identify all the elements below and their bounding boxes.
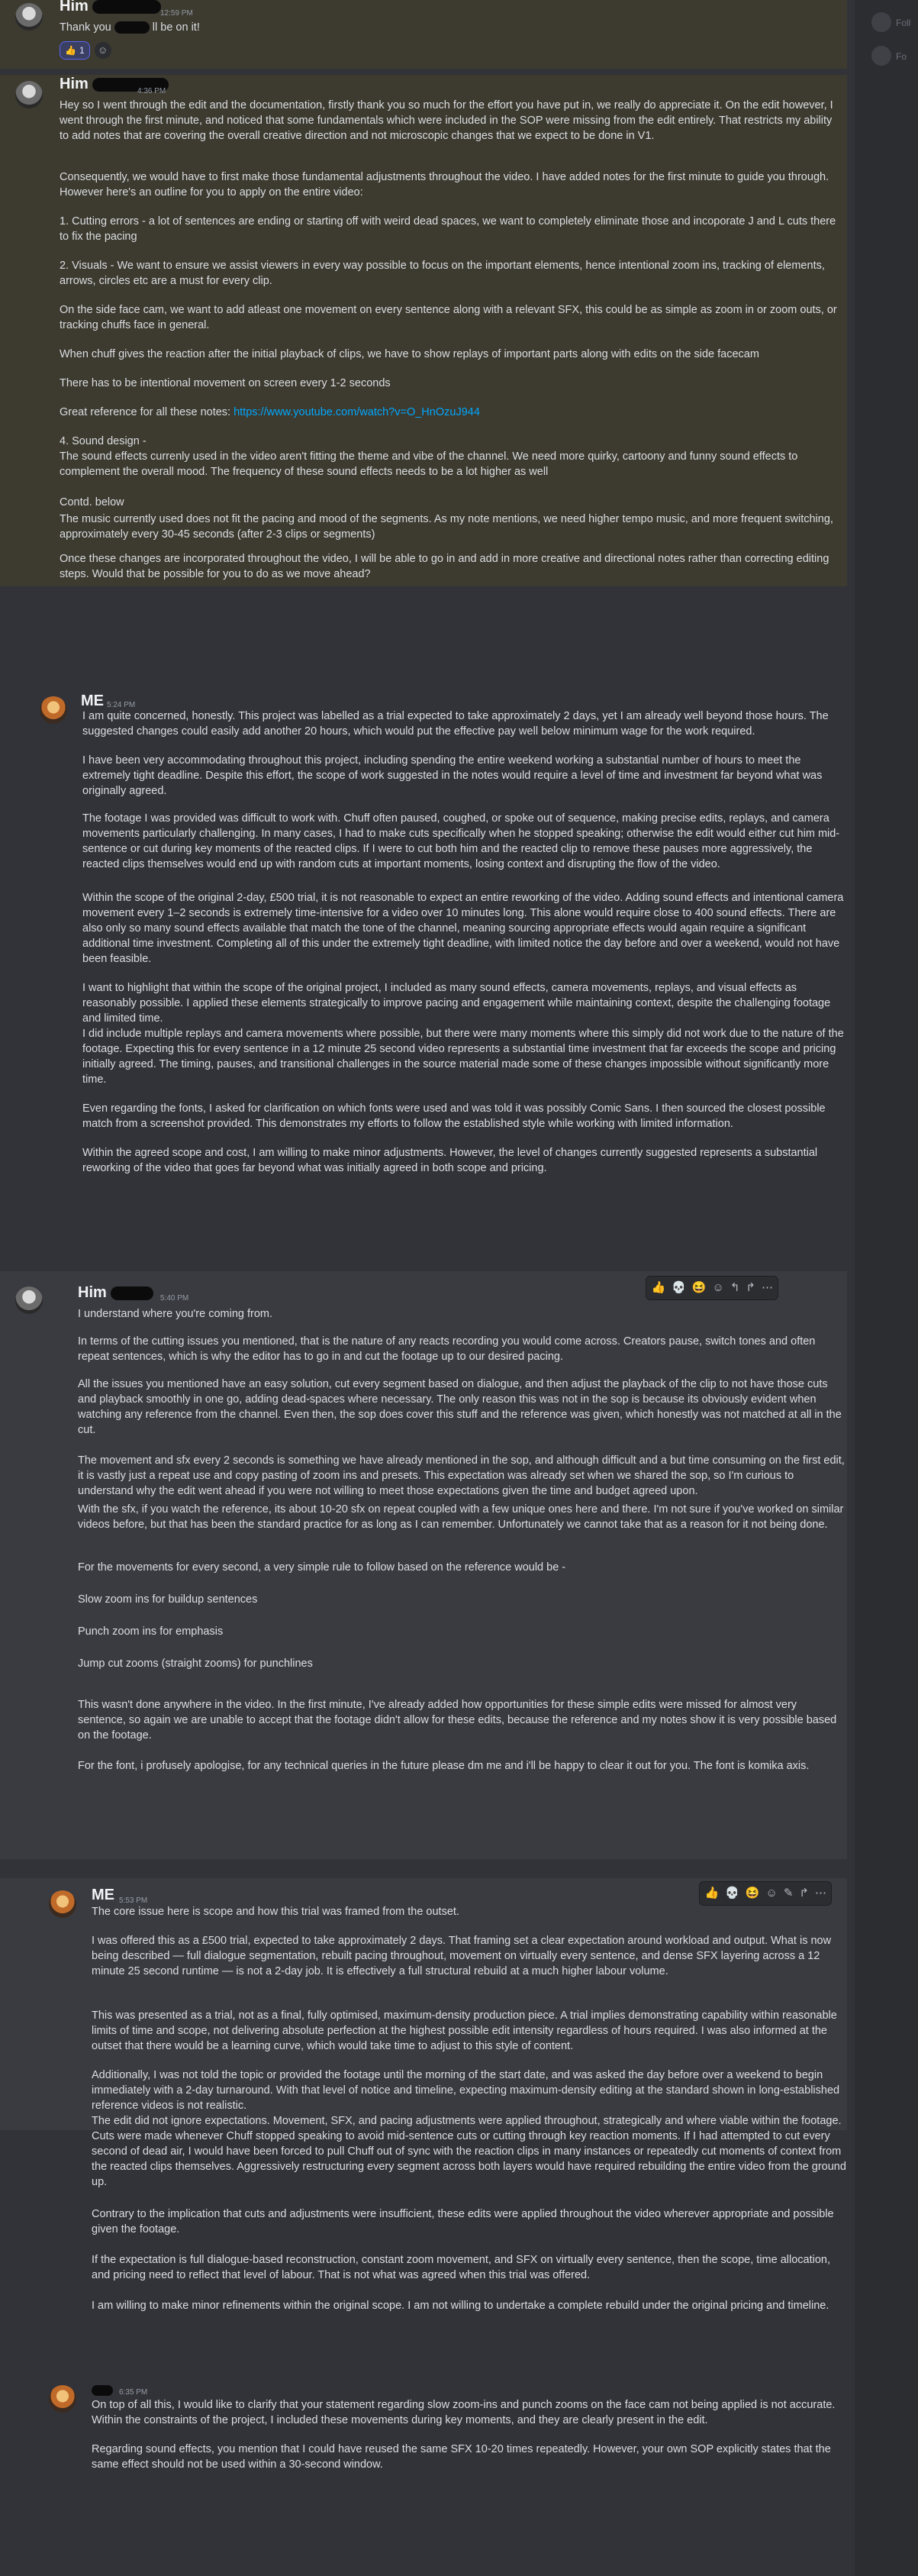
add-reaction-icon[interactable]: ☺ — [765, 1887, 778, 1900]
avatar[interactable] — [49, 2385, 76, 2413]
redacted-name — [111, 1286, 153, 1300]
avatar[interactable] — [15, 3, 43, 31]
message — [0, 75, 847, 586]
laugh-icon[interactable]: 😆 — [691, 1281, 707, 1294]
message-paragraph: Once these changes are incorporated throughout the video, I will be able to go in and add in more creative and directional notes rather than correcting editing steps. Would that be possible for you to do as we move ahead? — [60, 553, 829, 580]
author-name[interactable] — [92, 2382, 113, 2397]
message-text: Thank you — [60, 21, 111, 34]
more-icon[interactable]: ⋯ — [815, 1887, 826, 1900]
message-paragraph: Additionally, I was not told the topic or provided the footage until the morning of the start date, and was asked the day before over a weekend to begin immediately with a 2-day turnaround. With that level of notice and timeline, expecting maximum-density editing at the standard shown in long-established reference videos is not realistic. — [92, 2069, 840, 2112]
message-paragraph — [60, 405, 838, 420]
message-paragraph: This wasn't done anywhere in the video. In the first minute, I've already added how opportunities for these simple edits were missed for almost very sentence, so again we are unable to accept that the footage didn't allow for these edits, because the reference and my notes show it is very possible based on the footage. — [78, 1699, 837, 1742]
message-paragraph: I have been very accommodating throughout this project, including spending the entire weekend working a substantial number of hours to meet the extremely tight deadline. Despite this effort, the scope of work suggested in the notes would require a level of time and investment far beyond what was originally agreed. — [82, 754, 823, 797]
author-name[interactable] — [60, 0, 161, 14]
member-name[interactable]: Foll — [896, 18, 911, 28]
message-action-toolbar — [646, 1276, 778, 1300]
reaction-thumbs-up[interactable] — [60, 41, 90, 60]
forward-icon[interactable]: ↱ — [799, 1887, 809, 1900]
redacted-name — [92, 0, 161, 14]
message-paragraph: If the expectation is full dialogue-based reconstruction, constant zoom movement, and SFX on virtually every sentence, then the scope, time allocation, and pricing need to reflect that level of labour. That is not what was agreed when this trial was offered. — [92, 2254, 831, 2281]
thumbs-up-icon[interactable]: 👍 — [704, 1887, 720, 1900]
message — [0, 1271, 847, 1859]
message-paragraph: 1. Cutting errors - a lot of sentences are ending or starting off with weird dead spaces, we want to completely eliminate those and incoporate J and L cuts there to fix the pacing — [60, 215, 836, 243]
message-paragraph: 2. Visuals - We want to ensure we assist viewers in every way possible to focus on the important elements, hence intentional zoom ins, tracking of elements, arrows, circles etc are a must for every clip. — [60, 260, 825, 287]
timestamp: 5:53 PM — [119, 1896, 148, 1905]
message-paragraph: On top of all this, I would like to clarify that your statement regarding slow zoom-ins and punch zooms on the face cam not being applied is not accurate. Within the constraints of the project, I included these movements during key moments, and they are clearly present in the edit. — [92, 2399, 836, 2426]
message-paragraph: I am quite concerned, honestly. This project was labelled as a trial expected to take approximately 2 days, yet I am already well beyond those hours. The suggested changes could easily add another 20 hours, which would put the effective pay well below minimum wage for the work required. — [82, 710, 829, 738]
message-paragraph: All the issues you mentioned have an easy solution, cut every segment based on dialogue, and then adjust the playback of the clip to not have those cuts and playback smoothly in one go, adding dead-spaces where necessary. The only reason this was not in the sop is because its obviously evident when watching any reference from the channel. Even then, the sop does cover this stuff and the reference was given, which honestly was not matched at all in the cut. — [78, 1378, 842, 1436]
member-name[interactable]: Fo — [896, 51, 907, 62]
message-paragraph: The edit did not ignore expectations. Movement, SFX, and pacing adjustments were applied throughout, strategically and where viable within the footage. Cuts were made whenever Chuff stopped speaking to avoid mid-sentence cuts or cutting through key reaction moments. If I had attempted to cut every second of dead air, I would have been forced to pull Chuff out of sync with the reaction clips in many instances or repeatedly cut moments of context from the reacted clips themselves. Aggressively restructuring every segment across both layers would have required rebuilding the entire video from the ground up. — [92, 2115, 846, 2188]
author-name[interactable] — [78, 1285, 153, 1300]
reaction-emoji: 👍 — [65, 45, 76, 56]
message-paragraph: For the font, i profusely apologise, for any technical queries in the future please dm me and i'll be happy to clear it out for you. The font is komika axis. — [78, 1760, 810, 1772]
message-paragraph: Hey so I went through the edit and the documentation, firstly thank you so much for the effort you have put in, we really do appreciate it. On the edit however, I went through the first minute, and noticed that some fundamentals which were included in the SOP were missing from the edit entirely. That restricts my ability to add notes that are covering the overall creative direction and not microscopic changes that we expect to be done in V1. — [60, 99, 833, 142]
author-label: Him — [78, 1284, 107, 1301]
avatar[interactable] — [15, 81, 43, 108]
message-paragraph: The movement and sfx every 2 seconds is something we have already mentioned in the sop, and although difficult and a but time consuming on the first edit, it is vastly just a repeat use and copy pasting of zoom ins and presets. This expectation was already set when we shared the sop, so I'm curious to understand why the edit went ahead if you were not willing to meet those expectations given the time and budget agreed upon. — [78, 1454, 845, 1497]
author-label: Him — [60, 0, 89, 15]
message-paragraph: There has to be intentional movement on screen every 1-2 seconds — [60, 377, 391, 389]
redacted-name — [92, 2385, 113, 2396]
message-paragraph: Punch zoom ins for emphasis — [78, 1625, 224, 1638]
reply-icon[interactable]: ↰ — [730, 1281, 740, 1294]
message-paragraph: 4. Sound design - — [60, 435, 147, 447]
message-paragraph: On the side face cam, we want to add atleast one movement on every sentence along with a relevant SFX, this could be as simple as zoom in or zoom outs, or tracking chuffs face in general. — [60, 304, 837, 331]
message-paragraph: I did include multiple replays and camera movements where possible, but there were many moments where this simply did not work due to the nature of the footage. Expecting this for every sentence in a 12 minute 25 second video represents a substantial time investment that far exceeds the scope and pricing initially agreed. The timing, pauses, and transitional challenges in the source material made some of these changes impossible without significantly more time. — [82, 1028, 844, 1086]
message-paragraph: Slow zoom ins for buildup sentences — [78, 1593, 258, 1606]
timestamp: 5:24 PM — [107, 701, 136, 709]
message — [0, 2374, 847, 2527]
author-name[interactable]: ME — [81, 692, 104, 709]
message-paragraph: The sound effects currenly used in the video aren't fitting the theme and vibe of the channel. We need more quirky, cartoony and funny sound effects to complement the overall mood. The frequency of these sound effects needs to be a lot higher as well — [60, 450, 798, 478]
reference-link[interactable]: https://www.youtube.com/watch?v=O_HnOzuJ944 — [234, 406, 480, 418]
reference-label: Great reference for all these notes: — [60, 406, 234, 418]
message — [0, 0, 847, 69]
skull-icon[interactable]: 💀 — [725, 1887, 739, 1900]
message-paragraph: Within the scope of the original 2-day, £500 trial, it is not reasonable to expect an entire reworking of the video. Adding sound effects and intentional camera movement every 1–2 seconds is extremely time-intensive for a video over 10 minutes long. This alone would require close to 400 sound effects. There are also only so many sound effects available that match the tone of the channel, meaning sourcing appropriate effects would again require a significant additional time investment. Completing all of this under the extremely tight deadline, with limited notice the day before and over a weekend, would not have been feasible. — [82, 892, 844, 965]
message-paragraph: Jump cut zooms (straight zooms) for punchlines — [78, 1658, 313, 1670]
thumbs-up-icon[interactable]: 👍 — [651, 1281, 666, 1294]
message-paragraph: I understand where you're coming from. — [78, 1308, 273, 1320]
message-paragraph: Even regarding the fonts, I asked for clarification on which fonts were used and was told it was possibly Comic Sans. I then sourced the closest possible match from a screenshot provided. This demonstrates my efforts to follow the established style while working with limited information. — [82, 1102, 826, 1130]
message-text: ll be on it! — [152, 21, 200, 34]
member-sidebar — [855, 0, 918, 2576]
timestamp: 5:40 PM — [160, 1294, 189, 1303]
member-avatar[interactable] — [871, 46, 891, 66]
avatar[interactable] — [49, 1890, 76, 1918]
timestamp: 4:36 PM — [137, 87, 166, 95]
message-paragraph: The core issue here is scope and how this trial was framed from the outset. — [92, 1906, 459, 1918]
message-paragraph: Within the agreed scope and cost, I am willing to make minor adjustments. However, the level of changes currently suggested represents a substantial reworking of the video that goes far beyond what was initially agreed in both scope and pricing. — [82, 1147, 818, 1174]
message-paragraph: Regarding sound effects, you mention that I could have reused the same SFX 10-20 times repeatedly. However, your own SOP explicitly states that the same effect should not be used within a 30-second window. — [92, 2443, 831, 2471]
timestamp: 12:59 PM — [160, 9, 193, 18]
more-icon[interactable]: ⋯ — [762, 1281, 773, 1294]
add-reaction-icon[interactable]: ☺ — [95, 42, 111, 59]
message-paragraph: Contrary to the implication that cuts and adjustments were insufficient, these edits were applied throughout the video wherever appropriate and possible given the footage. — [92, 2208, 834, 2235]
message-paragraph: With the sfx, if you watch the reference, its about 10-20 sfx on repeat coupled with a few unique ones here and there. I'm not sure if you've worked on similar videos before, but that has been the standard practice for as long as I can remember. Unfortunately we cannot take that as a reason for it not being done. — [78, 1503, 844, 1531]
message-paragraph: This was presented as a trial, not as a final, fully optimised, maximum-density production piece. A trial implies demonstrating capability within reasonable limits of time and scope, not delivering absolute perfection at the highest possible edit intensity regardless of hours required. I was also informed at the outset that there would be a learning curve, which would take time to adjust to this style of content. — [92, 2009, 837, 2052]
laugh-icon[interactable]: 😆 — [745, 1887, 760, 1900]
forward-icon[interactable]: ↱ — [746, 1281, 755, 1294]
redacted-text — [114, 21, 150, 34]
message-paragraph: For the movements for every second, a very simple rule to follow based on the reference would be - — [78, 1561, 566, 1574]
message-paragraph: The footage I was provided was difficult to work with. Chuff often paused, coughed, or spoke out of sequence, making precise edits, replays, and camera movements particularly challenging. In many cases, I had to make cuts specifically when he stopped speaking; otherwise the edit would either cut him mid-sentence or cut during key moments of the reacted clips. If I were to cut both him and the reacted clip to remove these pauses more aggressively, the reacted clips themselves would end up with random cuts at important moments, losing context and disrupting the flow of the video. — [82, 812, 840, 870]
message-paragraph: I want to highlight that within the scope of the original project, I included as many sound effects, camera movements, replays, and visual effects as reasonably possible. I applied these elements strategically to improve pacing and engagement while maintaining context, despite the challenging footage and limited time. — [82, 982, 831, 1025]
message-paragraph: Contd. below — [60, 496, 124, 508]
add-reaction-icon[interactable]: ☺ — [712, 1281, 724, 1294]
author-name[interactable]: ME — [92, 1887, 114, 1903]
message-paragraph: The music currently used does not fit the pacing and mood of the segments. As my note mentions, we need higher tempo music, and more frequent switching, approximately every 30-45 seconds (after 2-3 clips or segments) — [60, 513, 833, 541]
message-paragraph: Consequently, we would have to first make those fundamental adjustments throughout the video. I have added notes for the first minute to guide you through. However here's an outline for you to apply on the entire video: — [60, 171, 829, 199]
message-paragraph: When chuff gives the reaction after the initial playback of clips, we have to show replays of important parts along with edits on the side facecam — [60, 348, 759, 360]
message-paragraph: In terms of the cutting issues you mentioned, that is the nature of any reacts recording you would come across. Creators pause, switch tones and often repeat sentences, which is why the editor has to go in and cut the footage up to our desired pacing. — [78, 1335, 816, 1363]
member-avatar[interactable] — [871, 12, 891, 32]
edit-icon[interactable]: ✎ — [783, 1887, 794, 1900]
author-label: Him — [60, 76, 89, 92]
timestamp: 6:35 PM — [119, 2388, 148, 2397]
avatar[interactable] — [40, 696, 67, 724]
avatar[interactable] — [15, 1286, 43, 1314]
skull-icon[interactable]: 💀 — [672, 1281, 686, 1294]
message — [0, 687, 847, 1237]
reaction-count: 1 — [79, 45, 85, 56]
message-paragraph: I am willing to make minor refinements within the original scope. I am not willing to undertake a complete rebuild under the original pricing and timeline. — [92, 2300, 829, 2312]
message-paragraph: I was offered this as a £500 trial, expected to take approximately 2 days. That framing set a clear expectation around workload and output. What is now being described — full dialogue segmentation, rebuilt pacing throughout, movement on virtually every sentence, and dense SFX layering across a 12 minute 25 second runtime — is not a 2-day job. It is effectively a full structural rebuild at a much higher labour volume. — [92, 1935, 832, 1977]
